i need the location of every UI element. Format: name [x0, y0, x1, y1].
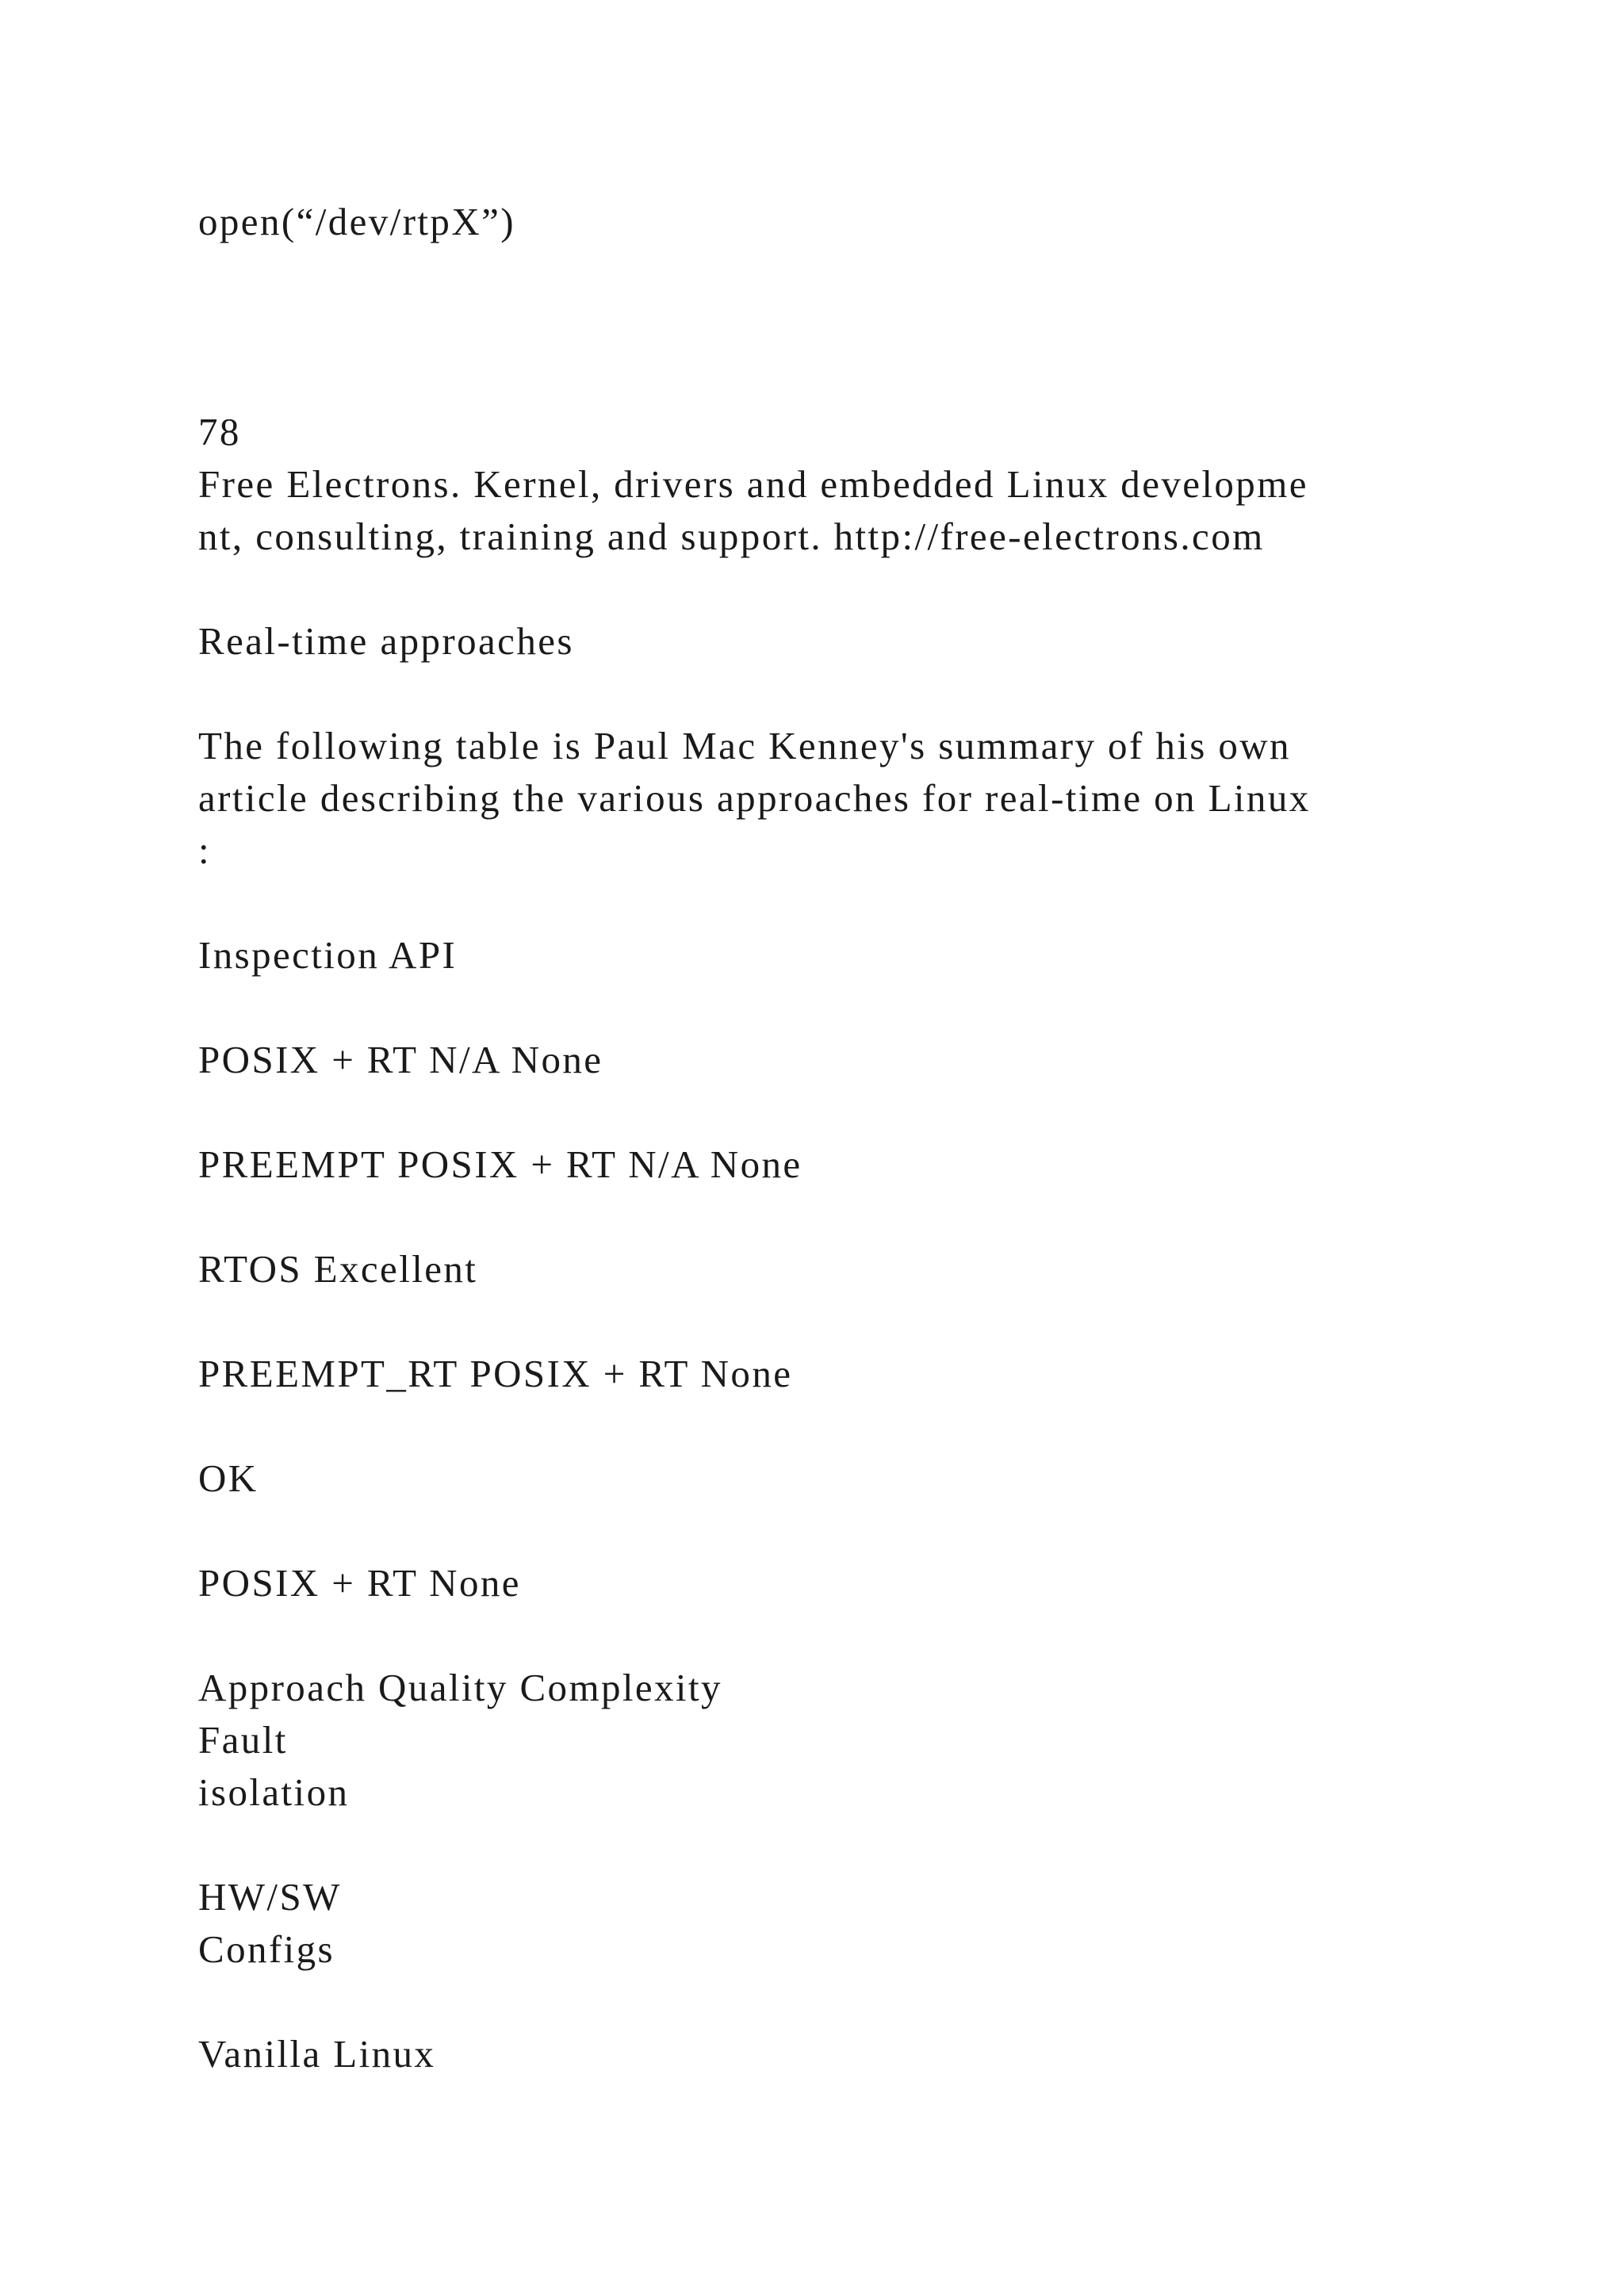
- table-text-preempt-rt: PREEMPT_RT POSIX + RT None: [198, 1352, 793, 1395]
- table-header-configs: Configs: [198, 1927, 335, 1971]
- table-text-posix-rt-none: POSIX + RT None: [198, 1561, 521, 1605]
- table-header-fault: Fault: [198, 1718, 288, 1762]
- table-header-text: Approach Quality Complexity: [198, 1666, 722, 1709]
- table-header-hw-sw: HW/SW: [198, 1875, 342, 1919]
- paragraph-line-1: The following table is Paul Mac Kenney's summary of his own: [198, 724, 1291, 767]
- paragraph-line-3: :: [198, 828, 212, 872]
- section-heading: Real-time approaches: [198, 619, 574, 663]
- table-text-vanilla-linux: Vanilla Linux: [198, 2032, 436, 2076]
- table-text-inspection-api: Inspection API: [198, 933, 458, 977]
- table-text-posix-rt-na: POSIX + RT N/A None: [198, 1038, 603, 1081]
- table-header-isolation: isolation: [198, 1770, 350, 1814]
- paragraph-line-2: article describing the various approaches for real-time on Linux: [198, 776, 1311, 820]
- table-text-preempt: PREEMPT POSIX + RT N/A None: [198, 1142, 802, 1186]
- table-text-rtos: RTOS Excellent: [198, 1247, 478, 1291]
- code-line-open-rtp: open(“/dev/rtpX”): [198, 200, 515, 243]
- footer-text-line-1: Free Electrons. Kernel, drivers and embedded Linux developme: [198, 462, 1308, 506]
- table-text-ok: OK: [198, 1456, 259, 1500]
- page-number: 78: [198, 410, 241, 453]
- footer-text-line-2: nt, consulting, training and support. http://free-electrons.com: [198, 515, 1265, 558]
